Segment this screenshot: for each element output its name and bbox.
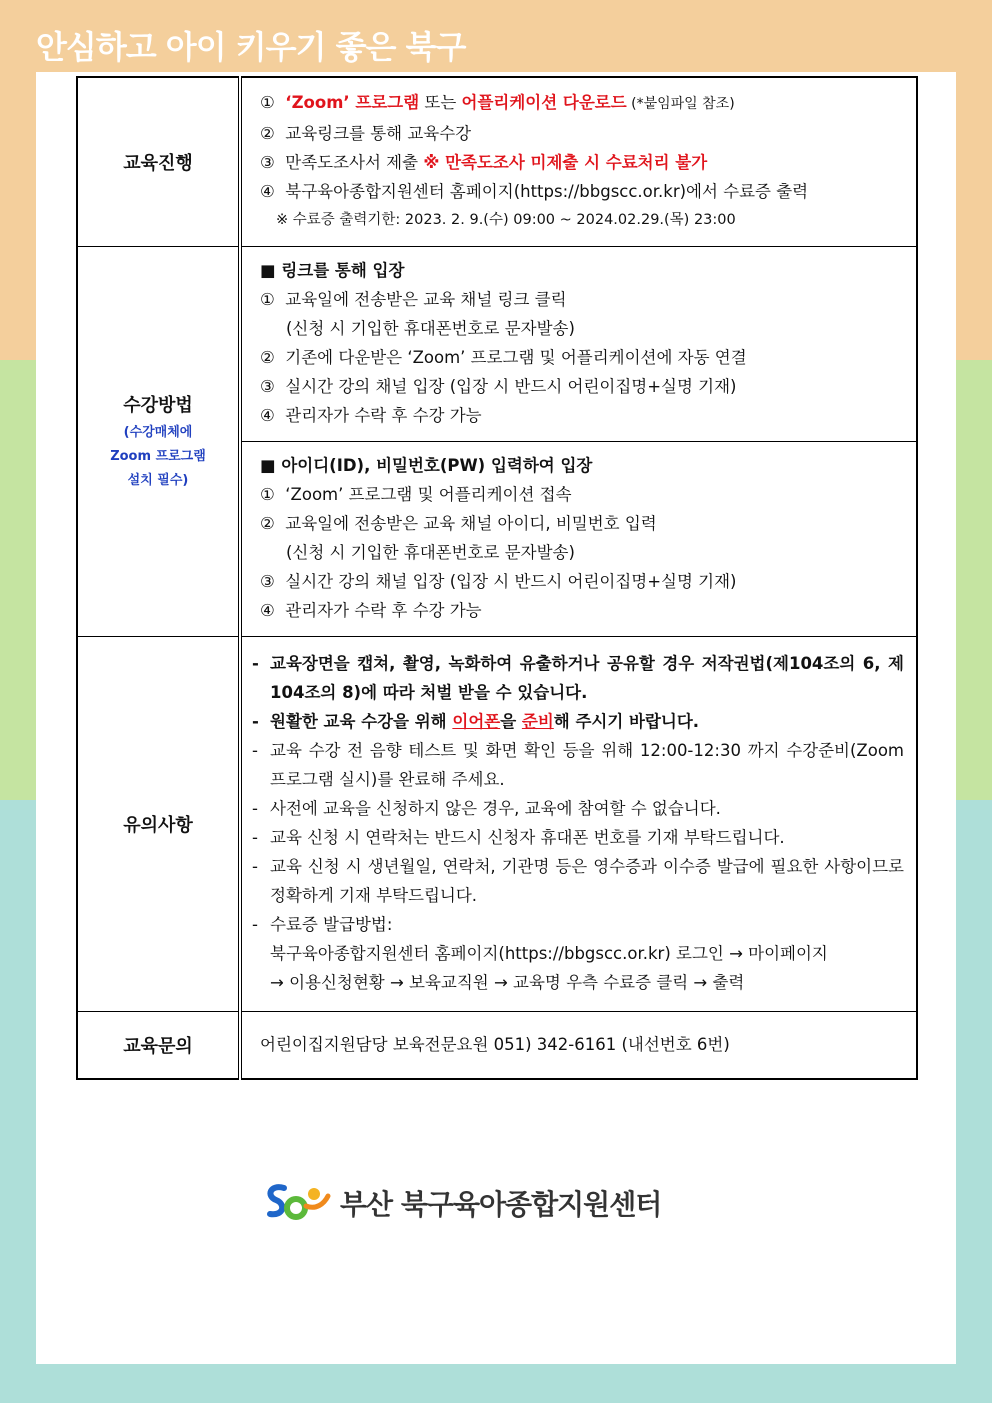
row-progress bbox=[77, 77, 917, 247]
document-paper bbox=[36, 72, 956, 1364]
item-text: 교육링크를 통해 교육수강 bbox=[285, 123, 472, 143]
row-label-inquiry bbox=[77, 1012, 240, 1080]
item-number: ② bbox=[260, 123, 275, 143]
note-item bbox=[252, 852, 904, 910]
list-item bbox=[260, 343, 904, 372]
list-item bbox=[260, 401, 904, 430]
item-number: ④ bbox=[260, 181, 275, 201]
dash-marker: - bbox=[252, 799, 258, 818]
list-item bbox=[260, 119, 904, 148]
item-subtext: (신청 시 기입한 휴대폰번호로 문자발송) bbox=[286, 543, 575, 562]
org-name: 부산 북구육아종합지원센터 bbox=[340, 1188, 662, 1221]
item-number: ③ bbox=[260, 152, 275, 172]
note-item bbox=[252, 794, 904, 823]
item-text: 관리자가 수락 후 수강 가능 bbox=[285, 601, 482, 620]
note-text: 교육장면을 캡쳐, 촬영, 녹화하여 유출하거나 공유할 경우 저작권법(제104조의 6, 제104조의 8)에 따라 처벌 받을 수 있습니다. bbox=[270, 654, 904, 702]
list-item bbox=[260, 372, 904, 401]
label-text: 유의사항 bbox=[123, 815, 193, 836]
item-number: ② bbox=[260, 348, 275, 367]
list-item bbox=[260, 509, 904, 538]
row-content-inquiry bbox=[240, 1012, 917, 1080]
item-text: 북구육아종합지원센터 홈페이지(https://bbgscc.or.kr)에서 수료증 출력 bbox=[285, 181, 809, 201]
list-item bbox=[260, 148, 904, 177]
prepare-highlight: 준비 bbox=[521, 712, 554, 731]
footer-logo bbox=[262, 1180, 661, 1226]
contact-info: 어린이집지원담당 보육전문요원 051) 342-6161 (내선번호 6번) bbox=[260, 1034, 730, 1054]
row-content-notes bbox=[240, 637, 917, 1012]
attachment-note: (*붙임파일 참조) bbox=[626, 95, 735, 112]
row-content-method-id bbox=[240, 442, 917, 637]
note-text: 교육 신청 시 연락처는 반드시 신청자 휴대폰 번호를 기재 부탁드립니다. bbox=[270, 828, 785, 847]
item-number: ① bbox=[260, 485, 275, 504]
note-text: 교육 신청 시 생년월일, 연락처, 기관명 등은 영수증과 이수증 발급에 필요한 사항이므로 정확하게 기재 부탁드립니다. bbox=[270, 857, 904, 905]
certificate-method-step: 북구육아종합지원센터 홈페이지(https://bbgscc.or.kr) 로그인 → 마이페이지 bbox=[270, 944, 828, 963]
note-text bbox=[270, 707, 904, 736]
survey-warning: ※ 만족도조사 미제출 시 수료처리 불가 bbox=[423, 152, 708, 172]
zoom-program-text: ‘Zoom’ 프로그램 bbox=[285, 92, 420, 112]
item-number: ③ bbox=[260, 572, 275, 591]
note-text: 사전에 교육을 신청하지 않은 경우, 교육에 참여할 수 없습니다. bbox=[270, 799, 721, 818]
certificate-method-title: 수료증 발급방법: bbox=[270, 915, 393, 934]
page-header-title: 안심하고 아이 키우기 좋은 북구 bbox=[36, 28, 466, 66]
note-fragment: 해 주시기 바랍니다. bbox=[553, 712, 700, 731]
item-text: 또는 bbox=[419, 92, 462, 112]
note-item bbox=[252, 707, 904, 736]
note-fragment: 원활한 교육 수강을 위해 bbox=[270, 712, 453, 731]
item-text: 만족도조사서 제출 bbox=[285, 152, 424, 172]
item-text: 관리자가 수락 후 수강 가능 bbox=[285, 406, 482, 425]
row-notes bbox=[77, 637, 917, 1012]
row-content-method-link bbox=[240, 247, 917, 442]
item-text: 실시간 강의 채널 입장 (입장 시 반드시 어린이집명+실명 기재) bbox=[285, 377, 737, 396]
item-text: 교육일에 전송받은 교육 채널 아이디, 비밀번호 입력 bbox=[285, 514, 657, 533]
dash-marker: - bbox=[252, 654, 259, 673]
row-inquiry bbox=[77, 1012, 917, 1080]
item-number: ① bbox=[260, 92, 275, 112]
earphone-highlight: 이어폰 bbox=[452, 712, 501, 731]
label-text: 교육문의 bbox=[123, 1036, 193, 1057]
label-subtext-line: (수강매체에 bbox=[123, 424, 193, 440]
item-number: ③ bbox=[260, 377, 275, 396]
note-fragment: 을 bbox=[500, 712, 522, 731]
row-method-a bbox=[77, 247, 917, 442]
list-item bbox=[260, 596, 904, 625]
note-text bbox=[270, 910, 904, 997]
item-text: 교육일에 전송받은 교육 채널 링크 클릭 bbox=[285, 290, 567, 309]
list-item bbox=[260, 567, 904, 596]
list-item bbox=[260, 88, 904, 119]
section-title: ■ 아이디(ID), 비밀번호(PW) 입력하여 입장 bbox=[260, 456, 593, 475]
item-text: ‘Zoom’ 프로그램 및 어플리케이션 접속 bbox=[285, 485, 572, 504]
row-content-progress bbox=[240, 77, 917, 247]
note-item bbox=[252, 736, 904, 794]
item-number: ② bbox=[260, 514, 275, 533]
note-item bbox=[252, 649, 904, 707]
item-text: 실시간 강의 채널 입장 (입장 시 반드시 어린이집명+실명 기재) bbox=[285, 572, 737, 591]
row-label-progress bbox=[77, 77, 240, 247]
dash-marker: - bbox=[252, 828, 258, 847]
app-download-text: 어플리케이션 다운로드 bbox=[461, 92, 627, 112]
item-subtext: (신청 시 기입한 휴대폰번호로 문자발송) bbox=[286, 319, 575, 338]
list-item bbox=[260, 177, 904, 206]
note-text: 교육 수강 전 음향 테스트 및 화면 확인 등을 위해 12:00-12:30 까지 수강준비(Zoom 프로그램 실시)를 완료해 주세요. bbox=[270, 741, 904, 789]
certificate-method-step: → 이용신청현황 → 보육교직원 → 교육명 우측 수료증 클릭 → 출력 bbox=[270, 973, 745, 992]
dash-marker: - bbox=[252, 857, 258, 876]
item-number: ④ bbox=[260, 406, 275, 425]
item-number: ① bbox=[260, 290, 275, 309]
label-subtext-line: Zoom 프로그램 bbox=[110, 448, 206, 464]
section-title: ■ 링크를 통해 입장 bbox=[260, 261, 405, 280]
dash-marker: - bbox=[252, 741, 258, 760]
label-subtext bbox=[79, 421, 237, 493]
label-text: 수강방법 bbox=[123, 394, 193, 416]
list-item bbox=[260, 285, 904, 314]
info-table bbox=[76, 76, 918, 1080]
label-text: 교육진행 bbox=[123, 153, 193, 174]
list-item bbox=[260, 480, 904, 509]
row-label-method bbox=[77, 247, 240, 637]
center-logo-icon bbox=[262, 1180, 332, 1226]
label-subtext-line: 설치 필수) bbox=[127, 472, 189, 488]
item-number: ④ bbox=[260, 601, 275, 620]
certificate-deadline-note: ※ 수료증 출력기한: 2023. 2. 9.(수) 09:00 ~ 2024.02.29.(목) 23:00 bbox=[276, 211, 736, 228]
dash-marker: - bbox=[252, 915, 258, 934]
row-label-notes bbox=[77, 637, 240, 1012]
note-item bbox=[252, 910, 904, 997]
item-text: 기존에 다운받은 ‘Zoom’ 프로그램 및 어플리케이션에 자동 연결 bbox=[285, 348, 747, 367]
dash-marker: - bbox=[252, 712, 259, 731]
note-item bbox=[252, 823, 904, 852]
